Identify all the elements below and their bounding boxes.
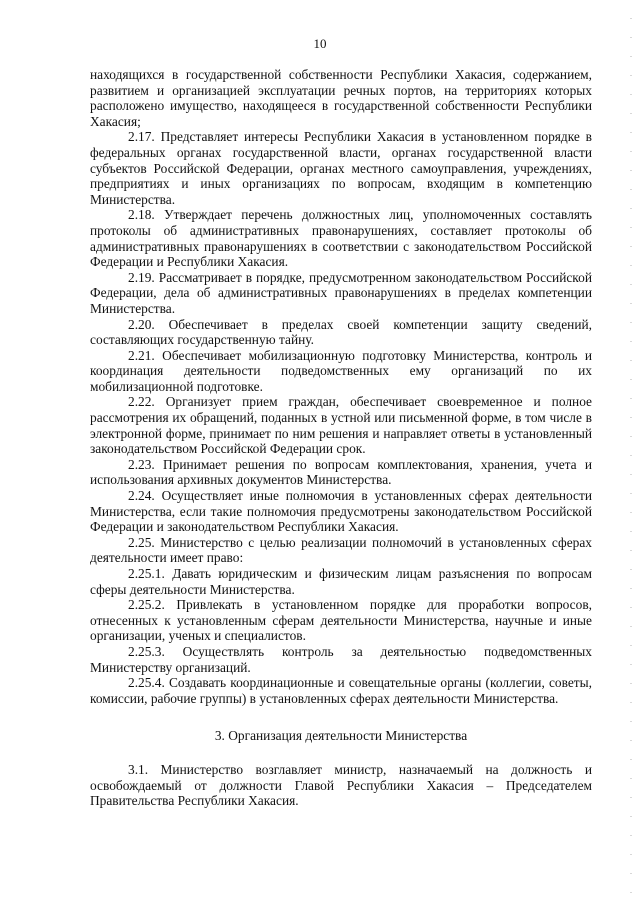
paragraph-2-17: 2.17. Представляет интересы Республики Хакасия в установленном порядке в федеральных органах государственной власти, органах государственной власти субъектов Российской Федерации, органах местного самоуправления, учреждениях, предприятиях и иных организациях по вопросам, входящим в компетенцию Министерства. [90, 129, 592, 207]
paragraph-2-24: 2.24. Осуществляет иные полномочия в установленных сферах деятельности Министерства, если такие полномочия предусмотрены законодательством Российской Федерации и законодательством Республики Хакасия. [90, 488, 592, 535]
section-heading: 3. Организация деятельности Министерства [214, 728, 468, 744]
paragraph-continuation: находящихся в государственной собственности Республики Хакасия, содержанием, развитием и организацией эксплуатации речных портов, на территориях которых расположено имущество, находящееся в государственной собственности Республики Хакасия; [90, 67, 592, 129]
paragraph-2-22: 2.22. Организует прием граждан, обеспечивает своевременное и полное рассмотрения их обращений, поданных в устной или письменной форме, в том числе в электронной форме, принимает по ним решения и направляет ответы в установленный законодательством Российской Федерации срок. [90, 394, 592, 457]
document-body [90, 67, 592, 809]
paragraph-2-23: 2.23. Принимает решения по вопросам комплектования, хранения, учета и использования архивных документов Министерства. [90, 456, 592, 488]
paragraph-2-19: 2.19. Рассматривает в порядке, предусмотренном законодательством Российской Федерации, дела об административных правонарушениях в пределах компетенции Министерства. [90, 269, 592, 316]
paragraph-2-18: 2.18. Утверждает перечень должностных лиц, уполномоченных составлять протоколы об административных правонарушениях, составляет протоколы об административных правонарушениях в соответствии с законодательством Российской Федерации и Республики Хакасия. [90, 207, 592, 270]
paragraph-2-21: 2.21. Обеспечивает мобилизационную подготовку Министерства, контроль и координация деятельности подведомственных ему организаций по их мобилизационной подготовке. [90, 347, 592, 394]
paragraph-2-25-4: 2.25.4. Создавать координационные и совещательные органы (коллегии, советы, комиссии, рабочие группы) в установленных сферах деятельности Министерства. [90, 675, 592, 706]
scan-edge-marks [630, 0, 632, 905]
paragraph-3-1: 3.1. Министерство возглавляет министр, назначаемый на должность и освобождаемый от должности Главой Республики Хакасия – Председателем Правительства Республики Хакасия. [90, 761, 592, 809]
paragraph-2-20: 2.20. Обеспечивает в пределах своей компетенции защиту сведений, составляющих государственную тайну. [90, 316, 592, 348]
paragraph-2-25: 2.25. Министерство с целью реализации полномочий в установленных сферах деятельности имеет право: [90, 534, 592, 566]
paragraph-2-25-2: 2.25.2. Привлекать в установленном порядке для проработки вопросов, отнесенных к установленным сферам деятельности Министерства, научные и иные организации, ученых и специалистов. [90, 597, 592, 644]
page-number: 10 [313, 36, 327, 51]
paragraph-2-25-3: 2.25.3. Осуществлять контроль за деятельностью подведомственных Министерству организаций. [90, 643, 592, 675]
paragraph-2-25-1: 2.25.1. Давать юридическим и физическим лицам разъяснения по вопросам сферы деятельности Министерства. [90, 566, 592, 597]
